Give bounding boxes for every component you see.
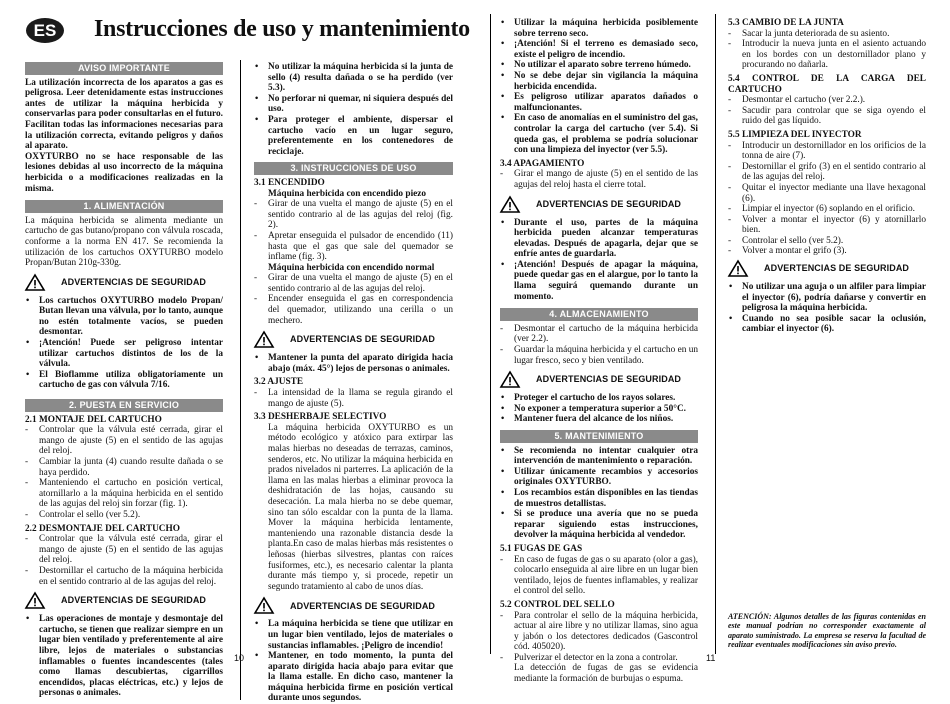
subsection-title: 3.2 AJUSTE <box>254 377 304 388</box>
warning-heading <box>254 597 453 614</box>
warning-heading <box>254 331 453 348</box>
warning-icon <box>254 331 274 348</box>
attention-note: ATENCIÓN: Algunos detalles de las figuras contenidas en este manual podrían no corresponder exactamente al aparato suministrado. La empresa se reserva la facultad de realizar eventuales modificaciones sin aviso previo. <box>728 612 926 650</box>
warning-heading <box>25 592 223 609</box>
dash-item: - Limpiar el inyector (6) soplando en el orificio. <box>728 204 926 215</box>
dash-item: - Para controlar el sello de la máquina herbicida, actuar al aire libre y no utilizar llamas, sino agua y jabón o los detectores dedicados (Gascontrol cód. 405020). <box>500 611 698 653</box>
dash-item: - Controlar que la válvula esté cerrada, girar el mango de ajuste (5) en el sentido de las agujas del reloj. <box>25 534 223 566</box>
warning-title: ADVERTENCIAS DE SEGURIDAD <box>764 263 910 274</box>
column-divider <box>715 14 716 654</box>
warning-title: ADVERTENCIAS DE SEGURIDAD <box>61 276 207 287</box>
bullet-item: • Utilizar la máquina herbicida posiblemente sobre terreno seco. <box>500 18 698 39</box>
bullet-item: • Para proteger el ambiente, dispersar el cartucho vacío en un lugar seguro, preferentemente en los contenedores de reciclaje. <box>254 115 453 157</box>
dash-item: - La intensidad de la llama se regula girando el mango de ajuste (5). <box>254 388 453 409</box>
dash-item: - Introducir un destornillador en los orificios de la tonna de aire (7). <box>728 141 926 162</box>
subsection-title: 2.1 MONTAJE DEL CARTUCHO <box>25 414 162 425</box>
dash-item: - Girar de una vuelta el mango de ajuste (5) en el sentido contrario al de las agujas del reloj (fig. 2). <box>254 199 453 231</box>
section-bar-alimentacion: 1. ALIMENTACIÓN <box>25 200 223 213</box>
language-badge: ES <box>26 18 64 43</box>
sello-paragraph: La detección de fugas de gas se evidencia mediante la formación de burbujas o espuma. <box>514 663 698 685</box>
dash-item: - Sacar la junta deteriorada de su asiento. <box>728 29 926 40</box>
page-title: Instrucciones de uso y mantenimiento <box>94 16 470 42</box>
bullet-item: • Mantener la punta del aparato dirigida hacia abajo (máx. 45°) lejos de personas o animales. <box>254 353 453 374</box>
bullet-item: • Las operaciones de montaje y desmontaje del cartucho, se tienen que realizar siempre en un lugar bien ventilado y preferentemente al aire libre, lejos de materiales o substancias inflamables o fuentes incandescentes (tales como llamas descubiertas, cigarrillos encendidos, placas eléctricas, etc.) y lejos de personas o animales. <box>25 614 223 699</box>
bullet-item: • ¡Atención! Si el terreno es demasiado seco, existe el peligro de incendio. <box>500 39 698 60</box>
bullet-item: • Utilizar únicamente recambios y accesorios originales OXYTURBO. <box>500 467 698 488</box>
page-number-left: 10 <box>234 653 245 663</box>
bullet-item: • No perforar ni quemar, ni siquiera después del uso. <box>254 94 453 115</box>
dash-item: - Volver a montar el inyector (6) y atornillarlo bien. <box>728 215 926 236</box>
page-number-right: 11 <box>706 653 716 663</box>
warning-icon <box>500 371 520 388</box>
dash-item: - Apretar enseguida el pulsador de encendido (11) hasta que el gas que sale del quemador se inflame (fig. 3). <box>254 231 453 263</box>
warning-icon <box>254 597 274 614</box>
bullet-item: • El Bioflamme utiliza obligatoriamente un cartucho de gas con válvula 7/16. <box>25 370 223 391</box>
warning-title: ADVERTENCIAS DE SEGURIDAD <box>536 374 682 385</box>
bullet-item: • Los recambios están disponibles en las tiendas de muestros detallistas. <box>500 488 698 509</box>
dash-item: - Girar el mango de ajuste (5) en el sentido de las agujas del reloj hasta el cierre total. <box>500 169 698 190</box>
subsection-title: 5.5 LIMPIEZA DEL INYECTOR <box>728 129 862 140</box>
dash-item: - Destornillar el cartucho de la máquina herbicida en el sentido contrario al de las agujas del reloj. <box>25 566 223 587</box>
column-divider <box>490 14 491 654</box>
subsection-title: 5.2 CONTROL DEL SELLO <box>500 599 615 610</box>
warning-title: ADVERTENCIAS DE SEGURIDAD <box>290 334 436 345</box>
bullet-item: • No exponer a temperatura superior a 50°C. <box>500 404 698 415</box>
warning-heading <box>500 196 698 213</box>
column-divider <box>240 60 241 700</box>
bullet-item: • ¡Atención! Después de apagar la máquina, puede quedar gas en el alargue, por lo tanto la llama seguirá quemando durante un momento. <box>500 260 698 302</box>
warning-icon <box>500 196 520 213</box>
bullet-item: • En caso de anomalías en el suministro del gas, controlar la carga del cartucho (ver 5.4). Si queda gas, el problema se podría solucionar con una limpieza del inyector (ver 5.5). <box>500 113 698 155</box>
bullet-item: • Cuando no sea posible sacar la oclusión, cambiar el inyector (6). <box>728 314 926 335</box>
bullet-item: • Los cartuchos OXYTURBO modelo Propan/ Butan llevan una válvula, por lo tanto, aunque no estén totalmente vacíos, se pueden desmontar. <box>25 296 223 338</box>
warning-icon <box>728 260 748 277</box>
dash-item: - Controlar que la válvula esté cerrada, girar el mango de ajuste (5) en el sentido de las agujas del reloj. <box>25 425 223 457</box>
bullet-item: • No utilizar una aguja o un alfiler para limpiar el inyector (6), podría dañarse y convertir en peligrosa la máquina herbicida. <box>728 282 926 314</box>
dash-item: - Guardar la máquina herbicida y el cartucho en un lugar fresco, seco y bien ventilado. <box>500 345 698 366</box>
bullet-item: • ¡Atención! Puede ser peligroso intentar utilizar cartuchos distintos de los de la válvula. <box>25 338 223 370</box>
column-4 <box>728 18 926 335</box>
subsection-title: 5.3 CAMBIO DE LA JUNTA <box>728 18 844 28</box>
dash-item: - Controlar el sello (ver 5.2). <box>25 510 223 521</box>
bullet-item: • Durante el uso, partes de la máquina herbicida pueden alcanzar temperaturas elevadas. Después de apagarla, dejar que se enfríe antes de guardarla. <box>500 218 698 260</box>
column-3 <box>500 18 698 685</box>
dash-item: - Manteniendo el cartucho en posición vertical, atornillarlo a la máquina herbicida en el sentido de las agujas del reloj sin forzar (fig. 1). <box>25 478 223 510</box>
dash-item: - En caso de fugas de gas o su aparato (olor a gas), colocarlo enseguida al aire libre en un lugar bien ventilado, lejos de fuentes inflamables, y realizar el control del sello. <box>500 555 698 597</box>
bullet-item: • No se debe dejar sin vigilancia la máquina herbicida encendida. <box>500 71 698 92</box>
bullet-item: • No utilizar el aparato sobre terreno húmedo. <box>500 60 698 71</box>
subsection-title: 5.4 CONTROL DE LA CARGA DEL CARTUCHO <box>728 73 926 95</box>
bullet-item: • Es peligroso utilizar aparatos dañados o malfuncionantes. <box>500 92 698 113</box>
alimentacion-paragraph: La máquina herbicida se alimenta mediante un cartucho de gas butano/propano con válvula roscada, conforme a la norma EN 417. Se recomienda la utilización de los cartuchos OXYTURBO modelo Propan/Butan 210g-330g. <box>25 215 223 269</box>
warning-title: ADVERTENCIAS DE SEGURIDAD <box>61 595 207 606</box>
dash-item: - Pulverizar el detector en la zona a controlar. <box>500 653 698 664</box>
subsection-subtitle: Máquina herbicida con encendido piezo <box>268 188 427 199</box>
dash-item: - Quitar el inyector mediante una llave hexagonal (6). <box>728 183 926 204</box>
subsection-title: 5.1 FUGAS DE GAS <box>500 543 583 554</box>
section-bar-puesta: 2. PUESTA EN SERVICIO <box>25 399 223 412</box>
dash-item: - Cambiar la junta (4) cuando resulte dañada o se haya perdido. <box>25 457 223 478</box>
bullet-item: • No utilizar la máquina herbicida si la junta de sello (4) resulta dañada o se ha perdido (ver 5.3). <box>254 62 453 94</box>
dash-item: - Desmontar el cartucho (ver 2.2.). <box>728 95 926 106</box>
deshierbaje-paragraph: La máquina herbicida OXYTURBO es un método ecológico y atóxico para extirpar las malas hierbas no deseadas de terrazas, caminos, senderos, etc. No utilizar la máquina herbicida en prados nivelados ni parterres. La aplicación de la llama en las malas hierbas a eliminar provoca la deshidratación de las hojas, causando su desecación. La mala hierba no se debe quemar, sino tan sólo escaldar con la punta de la llama. Mover la máquina herbicida lentamente, manteniendo una razonable distancia desde la planta.En caso de malas hierbas más resistentes o leñosas (hierbas silvestres, plantas con raíces fusiformes, etc.), es necesario calentar la planta durante más tiempo y, si procede, repetir un segundo tratamiento al cabo de unos días. <box>268 422 453 592</box>
dash-item: - Introducir la nueva junta en el asiento actuando en los bordes con un destornillador plano y procurando no dañarla. <box>728 39 926 71</box>
dash-item: - Encender enseguida el gas en correspondencia del quemador, utilizando una cerilla o un mechero. <box>254 294 453 326</box>
warning-title: ADVERTENCIAS DE SEGURIDAD <box>536 198 682 209</box>
dash-item: - Controlar el sello (ver 5.2). <box>728 236 926 247</box>
dash-item: - Volver a montar el grifo (3). <box>728 246 926 257</box>
page-header <box>26 12 470 50</box>
subsection-title: 2.2 DESMONTAJE DEL CARTUCHO <box>25 523 180 534</box>
section-bar-almacenamiento: 4. ALMACENAMIENTO <box>500 308 698 321</box>
subsection-subtitle: Máquina herbicida con encendido normal <box>268 262 435 273</box>
dash-item: - Desmontar el cartucho de la máquina herbicida (ver 2.2). <box>500 324 698 345</box>
warning-heading <box>25 274 223 291</box>
bullet-item: • Proteger el cartucho de los rayos solares. <box>500 393 698 404</box>
subsection-title: 3.1 ENCENDIDO <box>254 177 325 188</box>
warning-icon <box>25 592 45 609</box>
subsection-title: 3.3 DESHERBAJE SELECTIVO <box>254 412 387 423</box>
subsection-title: 3.4 APAGAMIENTO <box>500 158 585 169</box>
section-bar-aviso: AVISO IMPORTANTE <box>25 62 223 75</box>
dash-item: - Sacudir para controlar que se siga oyendo el ruido del gas líquido. <box>728 106 926 127</box>
bullet-item: • Mantener fuera del alcance de los niños. <box>500 414 698 425</box>
section-bar-instrucciones: 3. INSTRUCCIONES DE USO <box>254 162 453 175</box>
bullet-item: • La máquina herbicida se tiene que utilizar en un lugar bien ventilado, lejos de materiales o sustancias inflamables. ¡Peligro de incendio! <box>254 619 453 651</box>
section-bar-mantenimiento: 5. MANTENIMIENTO <box>500 430 698 443</box>
bullet-item: • Se recomienda no intentar cualquier otra intervención de mantenimiento o reparación. <box>500 446 698 467</box>
warning-heading <box>500 371 698 388</box>
warning-heading <box>728 260 926 277</box>
column-1 <box>25 60 223 699</box>
warning-icon <box>25 274 45 291</box>
warning-title: ADVERTENCIAS DE SEGURIDAD <box>290 600 436 611</box>
aviso-paragraph: La utilización incorrecta de los aparatos a gas es peligrosa. Leer detenidamente estas instrucciones antes de utilizar la máquina herbicida y conservarlas para poder consultarlas en el futuro. Facilitan todas las informaciones necesarias para la utilización correcta, evitando peligros y daños al aparato. <box>25 77 223 152</box>
dash-item: - Girar de una vuelta el mango de ajuste (5) en el sentido contrario al de las agujas del reloj. <box>254 273 453 294</box>
column-2 <box>254 62 453 704</box>
bullet-item: • Mantener, en todo momento, la punta del aparato dirigida hacia abajo para evitar que la llama estalle. En dicho caso, mantener la máquina herbicida firme en posición vertical durante unos segundos. <box>254 651 453 704</box>
dash-item: - Destornillar el grifo (3) en el sentido contrario al de las agujas del reloj. <box>728 162 926 183</box>
bullet-item: • Si se produce una avería que no se pueda reparar siguiendo estas instrucciones, devolver la máquina herbicida al vendedor. <box>500 509 698 541</box>
aviso-paragraph-2: OXYTURBO no se hace responsable de las lesiones debidas al uso incorrecto de la máquina herbicida o a modificaciones realizadas en la misma. <box>25 151 223 194</box>
